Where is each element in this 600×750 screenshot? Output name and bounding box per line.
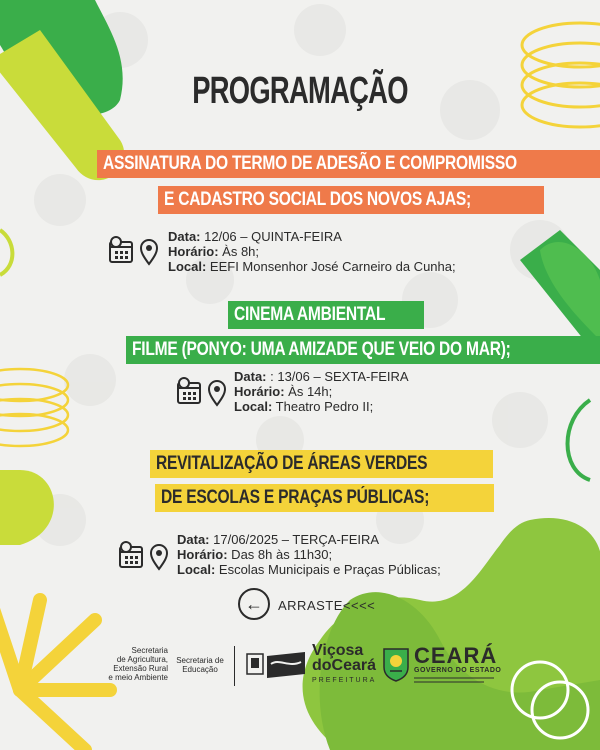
event-3-title-line-1: REVITALIZAÇÃO DE ÁREAS VERDES bbox=[150, 450, 493, 478]
calendar-clock-icon bbox=[108, 236, 162, 266]
swipe-hint-label: ARRASTE<<<< bbox=[278, 598, 376, 613]
sec-educacao-logo: Secretaria de Educação bbox=[176, 656, 224, 674]
ceara-government-logo: CEARÁ GOVERNO DO ESTADO bbox=[414, 645, 501, 683]
ceara-coat-of-arms-icon bbox=[380, 645, 412, 683]
calendar-clock-icon bbox=[118, 541, 172, 571]
event-3-details: Data: 17/06/2025 – TERÇA-FEIRA Horário: Das 8h às 11h30; Local: Escolas Municipais e Praças Públicas; bbox=[177, 532, 441, 577]
event-1-title-line-1: ASSINATURA DO TERMO DE ADESÃO E COMPROMISSO bbox=[97, 150, 600, 178]
event-2-title-line-1: CINEMA AMBIENTAL bbox=[228, 301, 424, 329]
calendar-clock-icon bbox=[176, 377, 230, 407]
event-1-details: Data: 12/06 – QUINTA-FEIRA Horário: Às 8h; Local: EEFI Monsenhor José Carneiro da Cunha; bbox=[168, 229, 456, 274]
prefeitura-flag-icon bbox=[245, 650, 307, 680]
event-1-title-line-2: E CADASTRO SOCIAL DOS NOVOS AJAS; bbox=[158, 186, 544, 214]
page-title: PROGRAMAÇÃO bbox=[192, 70, 408, 112]
arrow-left-icon: ← bbox=[245, 593, 263, 614]
event-3-title-line-2: DE ESCOLAS E PRAÇAS PÚBLICAS; bbox=[155, 484, 494, 512]
event-2-title-line-2: FILME (PONYO: UMA AMIZADE QUE VEIO DO MAR); bbox=[126, 336, 600, 364]
swipe-prev-button[interactable] bbox=[238, 588, 270, 620]
event-2-details: Data: : 13/06 – SEXTA-FEIRA Horário: Às 14h; Local: Theatro Pedro II; bbox=[234, 369, 409, 414]
sec-agricultura-logo: Secretaria de Agricultura, Extensão Rural e meio Ambiente bbox=[108, 646, 168, 682]
vicosa-logo: Viçosa doCeará PREFEITURA bbox=[312, 642, 377, 684]
footer-divider bbox=[234, 646, 235, 686]
